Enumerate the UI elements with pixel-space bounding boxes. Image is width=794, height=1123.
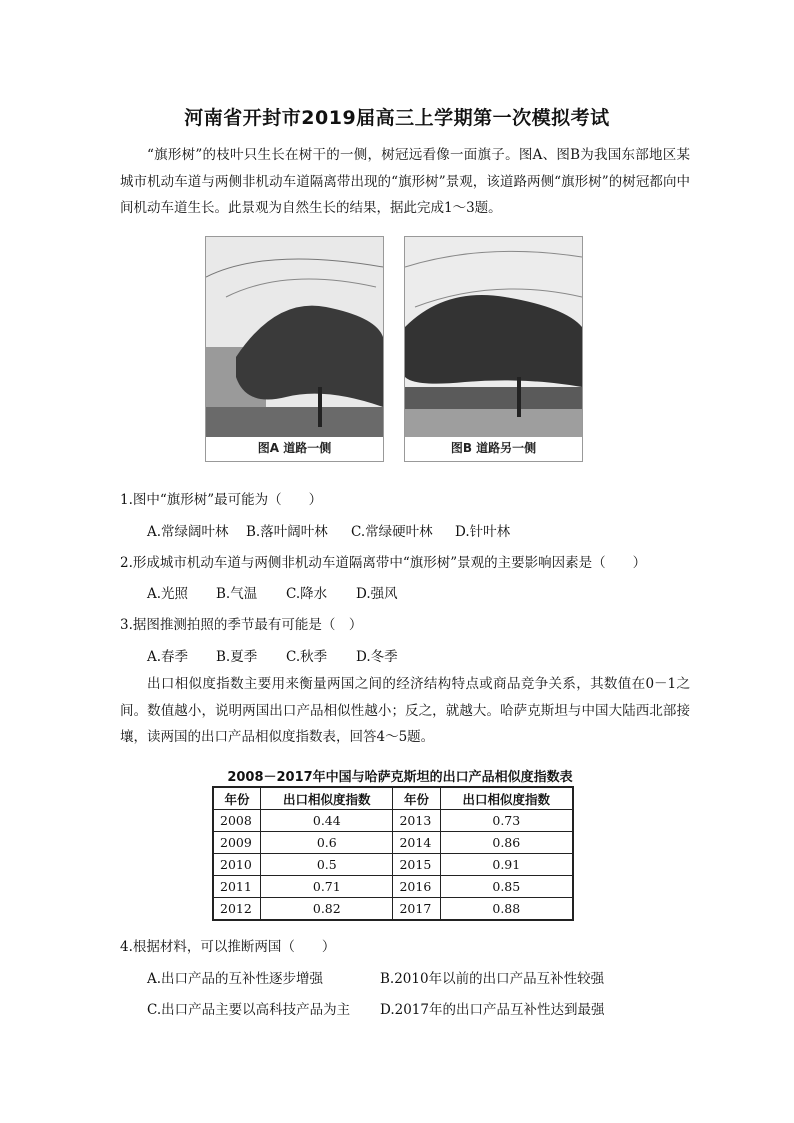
page-title: 河南省开封市2019届高三上学期第一次模拟考试 [184, 107, 610, 129]
q3-option-b: B.夏季 [216, 649, 258, 665]
year-cell: 2017 [393, 898, 440, 921]
year-cell: 2010 [213, 854, 261, 876]
header-index-1: 出口相似度指数 [261, 787, 393, 810]
index-cell: 0.71 [261, 876, 393, 898]
index-cell: 0.5 [261, 854, 393, 876]
table-title: 2008－2017年中国与哈萨克斯坦的出口产品相似度指数表 [227, 770, 573, 785]
intro-paragraph-1: “旗形树”的枝叶只生长在树干的一侧，树冠远看像一面旗子。图A、图B为我国东部地区某城市机动车道与两侧非机动车道隔离带出现的“旗形树”景观，该道路两侧“旗形树”的树冠都向中间机动车道生长。此景观为自然生长的结果，据此完成1～3题。 [120, 147, 690, 216]
question-1-stem: 1.图中“旗形树”最可能为（ ） [120, 492, 323, 508]
year-cell: 2008 [213, 810, 261, 832]
photo-a [205, 236, 384, 462]
index-cell: 0.6 [261, 832, 393, 854]
q1-option-d: D.针叶林 [455, 524, 511, 540]
q3-option-d: D.冬季 [356, 649, 398, 665]
photo-b [404, 236, 583, 462]
index-cell: 0.86 [440, 832, 573, 854]
header-year-2: 年份 [393, 787, 440, 810]
q4-option-d: D.2017年的出口产品互补性达到最强 [380, 1002, 605, 1018]
q2-option-b: B.气温 [216, 586, 258, 602]
q1-option-b: B.落叶阔叶林 [246, 524, 328, 540]
q3-option-c: C.秋季 [286, 649, 328, 665]
year-cell: 2014 [393, 832, 440, 854]
q2-option-d: D.强风 [356, 586, 398, 602]
table-row [213, 854, 573, 876]
table-row [213, 876, 573, 898]
table-row [213, 898, 573, 921]
index-cell: 0.85 [440, 876, 573, 898]
year-cell: 2016 [393, 876, 440, 898]
year-cell: 2013 [393, 810, 440, 832]
q2-option-c: C.降水 [286, 586, 328, 602]
index-cell: 0.91 [440, 854, 573, 876]
year-cell: 2015 [393, 854, 440, 876]
q3-option-a: A.春季 [147, 649, 189, 665]
intro-paragraph-2: 出口相似度指数主要用来衡量两国之间的经济结构特点或商品竞争关系，其数值在0－1之间。数值越小，说明两国出口产品相似性越小；反之，就越大。哈萨克斯坦与中国大陆西北部接壤，读两国的出口产品相似度指数表，回答4～5题。 [120, 676, 690, 745]
photo-figure [205, 236, 589, 460]
year-cell: 2012 [213, 898, 261, 921]
table-header-row [213, 787, 573, 810]
q4-option-a: A.出口产品的互补性逐步增强 [147, 971, 324, 987]
photo-a-caption: 图A 道路一侧 [206, 437, 383, 461]
question-3-stem: 3.据图推测拍照的季节最有可能是（ ） [120, 617, 363, 633]
q1-option-a: A.常绿阔叶林 [147, 524, 229, 540]
index-cell: 0.73 [440, 810, 573, 832]
q1-option-c: C.常绿硬叶林 [351, 524, 433, 540]
q4-option-c: C.出口产品主要以高科技产品为主 [147, 1002, 351, 1018]
q2-option-a: A.光照 [147, 586, 189, 602]
question-4-stem: 4.根据材料，可以推断两国（ ） [120, 939, 336, 955]
q4-option-b: B.2010年以前的出口产品互补性较强 [380, 971, 605, 987]
question-2-stem: 2.形成城市机动车道与两侧非机动车道隔离带中“旗形树”景观的主要影响因素是（ ） [120, 555, 647, 571]
header-year-1: 年份 [213, 787, 261, 810]
header-index-2: 出口相似度指数 [440, 787, 573, 810]
similarity-index-table [212, 786, 574, 921]
index-cell: 0.82 [261, 898, 393, 921]
table-row [213, 832, 573, 854]
year-cell: 2009 [213, 832, 261, 854]
index-cell: 0.44 [261, 810, 393, 832]
index-cell: 0.88 [440, 898, 573, 921]
year-cell: 2011 [213, 876, 261, 898]
table-row [213, 810, 573, 832]
photo-b-caption: 图B 道路另一侧 [405, 437, 582, 461]
